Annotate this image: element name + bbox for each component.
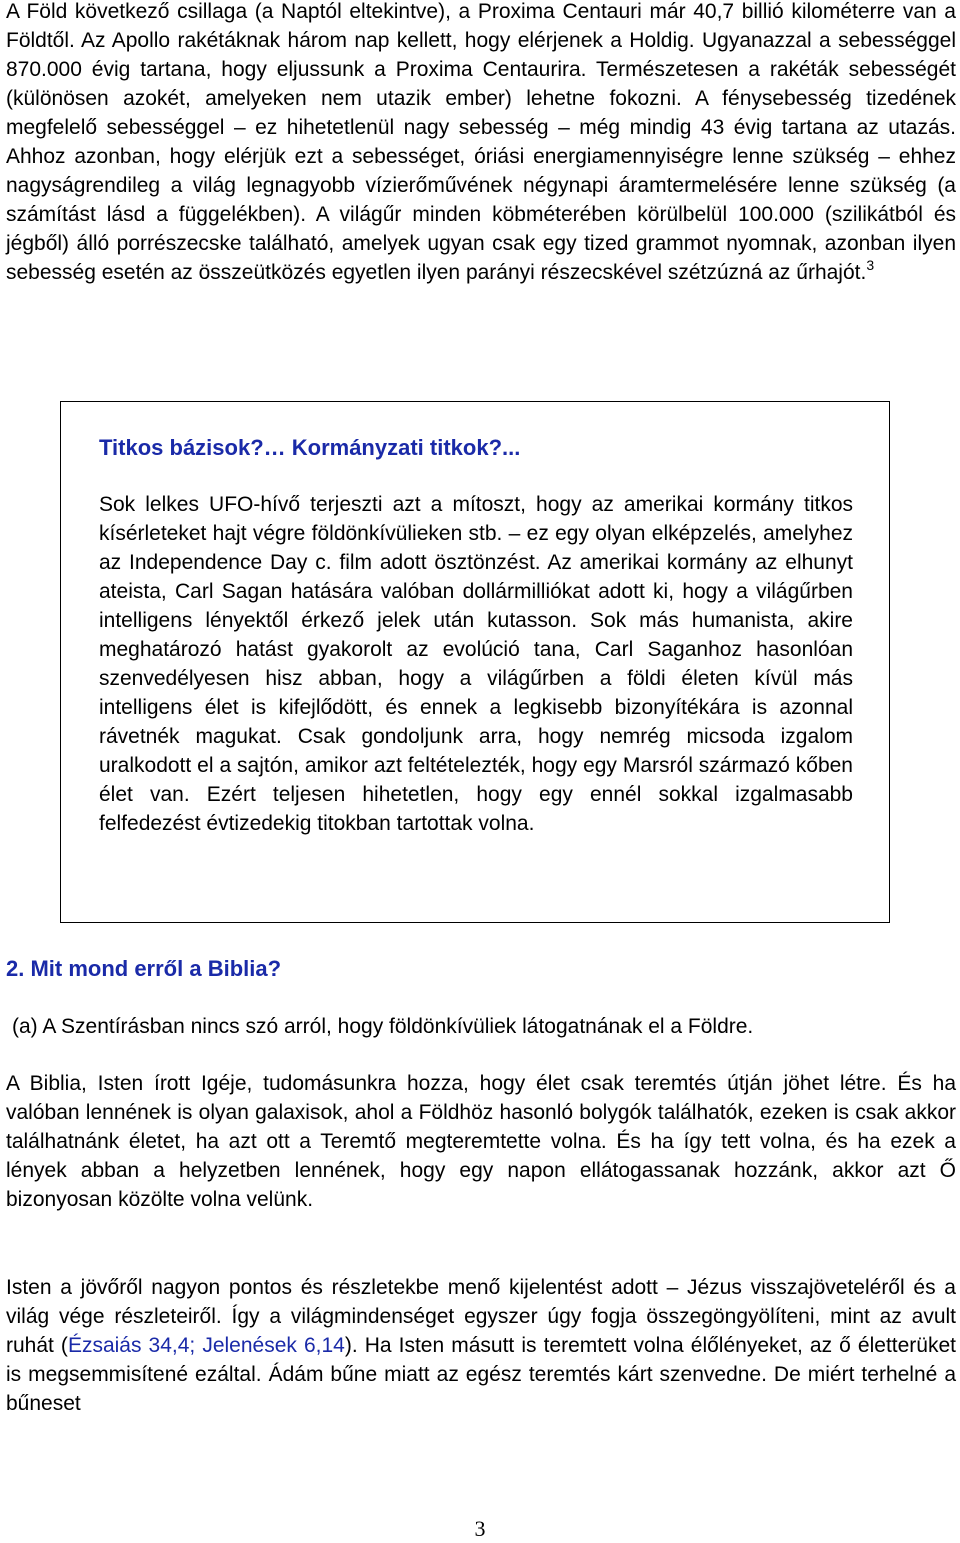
box-body: Sok lelkes UFO-hívő terjeszti azt a mítoszt, hogy az amerikai kormány titkos kísérleteket hajt végre földönkívülieken stb. – ez egy olyan elképzelés, amelyhez az Independence Day c. film adott ösztönzést. Az amerikai kormány az elhunyt ateista, Carl Sagan hatására valóban dollármilliókat adott ki, hogy a világűrben intelligens lényektől érkező jelek után kutasson. Sok más humanista, akire meghatározó hatást gyakorolt az evolúció tana, Carl Saganhoz hasonlóan szenvedélyesen hisz abban, hogy a világűrben a földi életen kívül más intelligens élet is kifejlődött, és ennek a legkisebb bizonyítékára is azonnal rávetnék magukat. Csak gondoljunk arra, hogy nemrég micsoda izgalom uralkodott el a sajtón, amikor azt feltételezték, hogy egy Marsról származó kőben élet van. Ezért teljesen hihetetlen, hogy egy ennél sokkal izgalmasabb felfedezést évtizedekig titokban tartottak volna. <box>99 493 853 835</box>
intro-paragraph <box>6 0 956 287</box>
sidebar-box <box>60 401 890 923</box>
future-paragraph-end: ). Ha Isten másutt is teremtett volna élőlényeket, az ő életterüket is megsemmisítené ezáltal. Ádám bűne miatt az egész teremtés kárt szenvedne. De miért terhelné a bűneset <box>6 1334 956 1415</box>
section-heading: 2. Mit mond erről a Biblia? <box>6 956 282 981</box>
footnote-marker[interactable]: 3 <box>866 257 875 273</box>
bible-paragraph: A Biblia, Isten írott Igéje, tudomásunkra hozza, hogy élet csak teremtés útján jöhet létre. És ha valóban lennének is olyan galaxisok, ahol a Földhöz hasonló bolygók találhatók, ezeken is csak akkor találhatnánk életet, ha azt ott a Teremtő megteremtette volna. És ha így tett volna, és ha ezek a lények abban a helyzetben lennének, hogy egy napon ellátogassanak hozzánk, akkor azt Ő bizonyosan közölte volna velünk. <box>6 1072 956 1211</box>
box-title: Titkos bázisok?… Kormányzati titkok?... <box>99 435 521 460</box>
future-paragraph <box>6 1273 956 1418</box>
intro-paragraph-text: A Föld következő csillaga (a Naptól eltekintve), a Proxima Centauri már 40,7 billió kilométerre van a Földtől. Az Apollo rakétáknak három nap kellett, hogy elérjenek a Holdig. Ugyanazzal a sebességgel 870.000 évig tartana, hogy eljussunk a Proxima Centaurira. Természetesen a rakéták sebességét (különösen azokét, amelyeken nem utazik ember) lehetne fokozni. A fénysebesség tizedének megfelelő sebességgel – ez hihetetlenül nagy sebesség – még mindig 43 évig tartana az utazás. Ahhoz azonban, hogy elérjük ezt a sebességet, óriási energiamennyiségre lenne szükség – ehhez nagyságrendileg a világ legnagyobb vízierőművének négynapi áramtermelésére lenne szükség (a számítást lásd a függelékben). A világűr minden köbméterében körülbelül 100.000 (szilikátból és jégből) álló porrészecske található, amelyek ugyan csak egy tized grammot nyomnak, azonban ilyen sebesség esetén az összeütközés egyetlen ilyen parányi részecskével szétzúzná az űrhajót. <box>6 0 956 284</box>
future-paragraph-start: Isten a jövőről nagyon pontos és részletekbe menő kijelentést adott – Jézus visszajöveteléről és a világ vége részleteiről. Így a világmindenséget egyszer úgy fogja összegöngyölíteni, mint az avult ruhát ( <box>6 1276 956 1357</box>
list-item-a: (a) A Szentírásban nincs szó arról, hogy földönkívüliek látogatnának el a Földre. <box>12 1015 754 1038</box>
scripture-reference-link[interactable]: Ézsaiás 34,4; Jelenések 6,14 <box>67 1334 345 1357</box>
page-number: 3 <box>474 1516 486 1541</box>
